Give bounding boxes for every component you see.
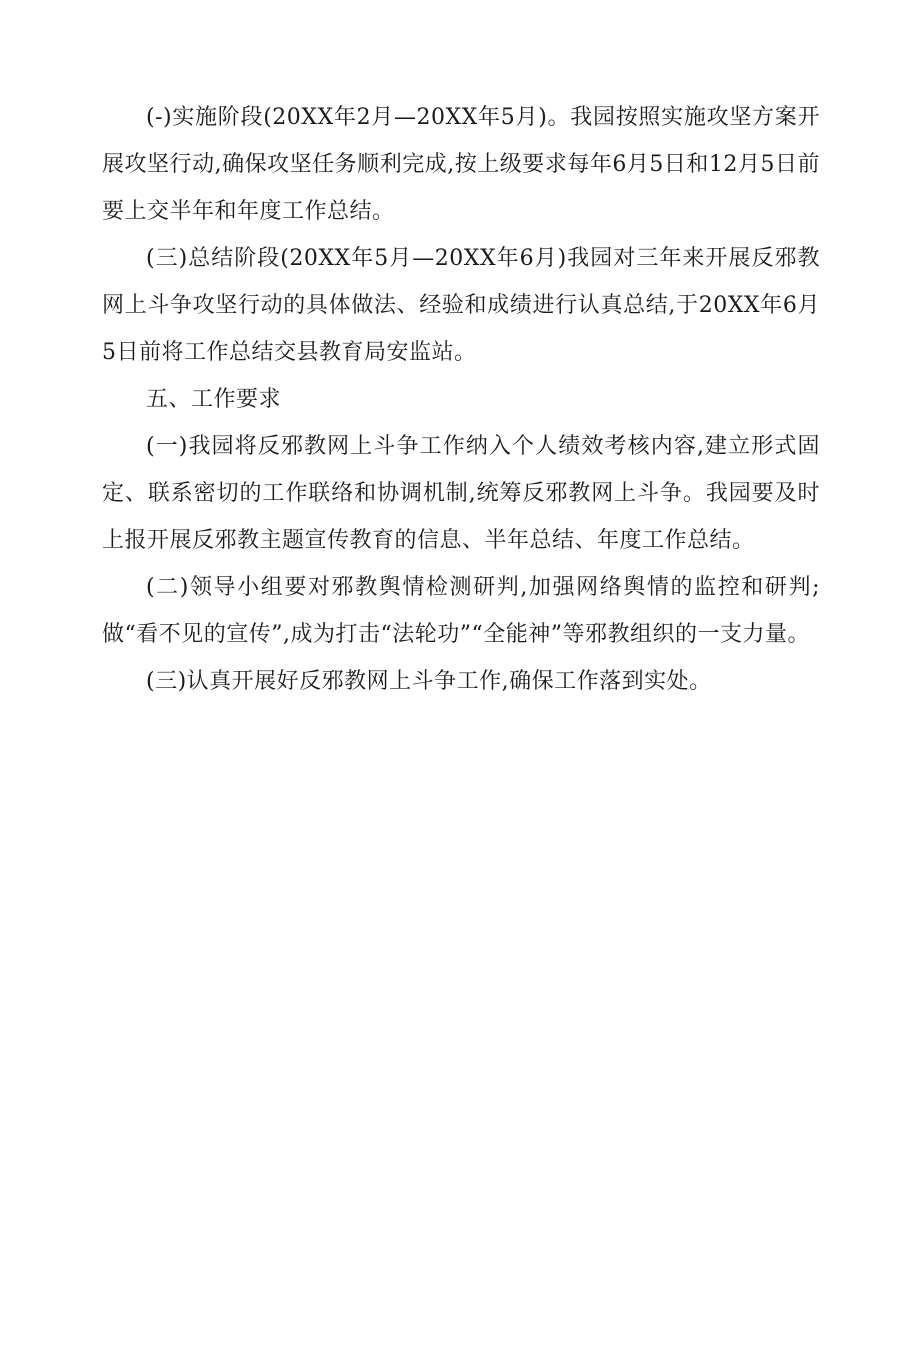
paragraph-requirement-one: (一)我园将反邪教网上斗争工作纳入个人绩效考核内容,建立形式固定、联系密切的工作联络和协调机制,统筹反邪教网上斗争。我园要及时上报开展反邪教主题宣传教育的信息、半年总结、年度工作总结。 — [102, 434, 820, 553]
paragraph-requirement-three: (三)认真开展好反邪教网上斗争工作,确保工作落到实处。 — [146, 669, 712, 694]
paragraph-summary-stage: (三)总结阶段(20XX年5月—20XX年6月)我园对三年来开展反邪教网上斗争攻坚行动的具体做法、经验和成绩进行认真总结,于20XX年6月5日前将工作总结交县教育局安监站。 — [102, 246, 820, 365]
section-heading-work-requirements: 五、工作要求 — [146, 387, 282, 412]
paragraph-requirement-two: (二)领导小组要对邪教舆情检测研判,加强网络舆情的监控和研判;做“看不见的宣传”,成为打击“法轮功”“全能神”等邪教组织的一支力量。 — [102, 575, 820, 647]
paragraph-implementation-stage: (-)实施阶段(20XX年2月—20XX年5月)。我园按照实施攻坚方案开展攻坚行动,确保攻坚任务顺利完成,按上级要求每年6月5日和12月5日前要上交半年和年度工作总结。 — [102, 105, 820, 224]
document-body — [102, 94, 820, 705]
